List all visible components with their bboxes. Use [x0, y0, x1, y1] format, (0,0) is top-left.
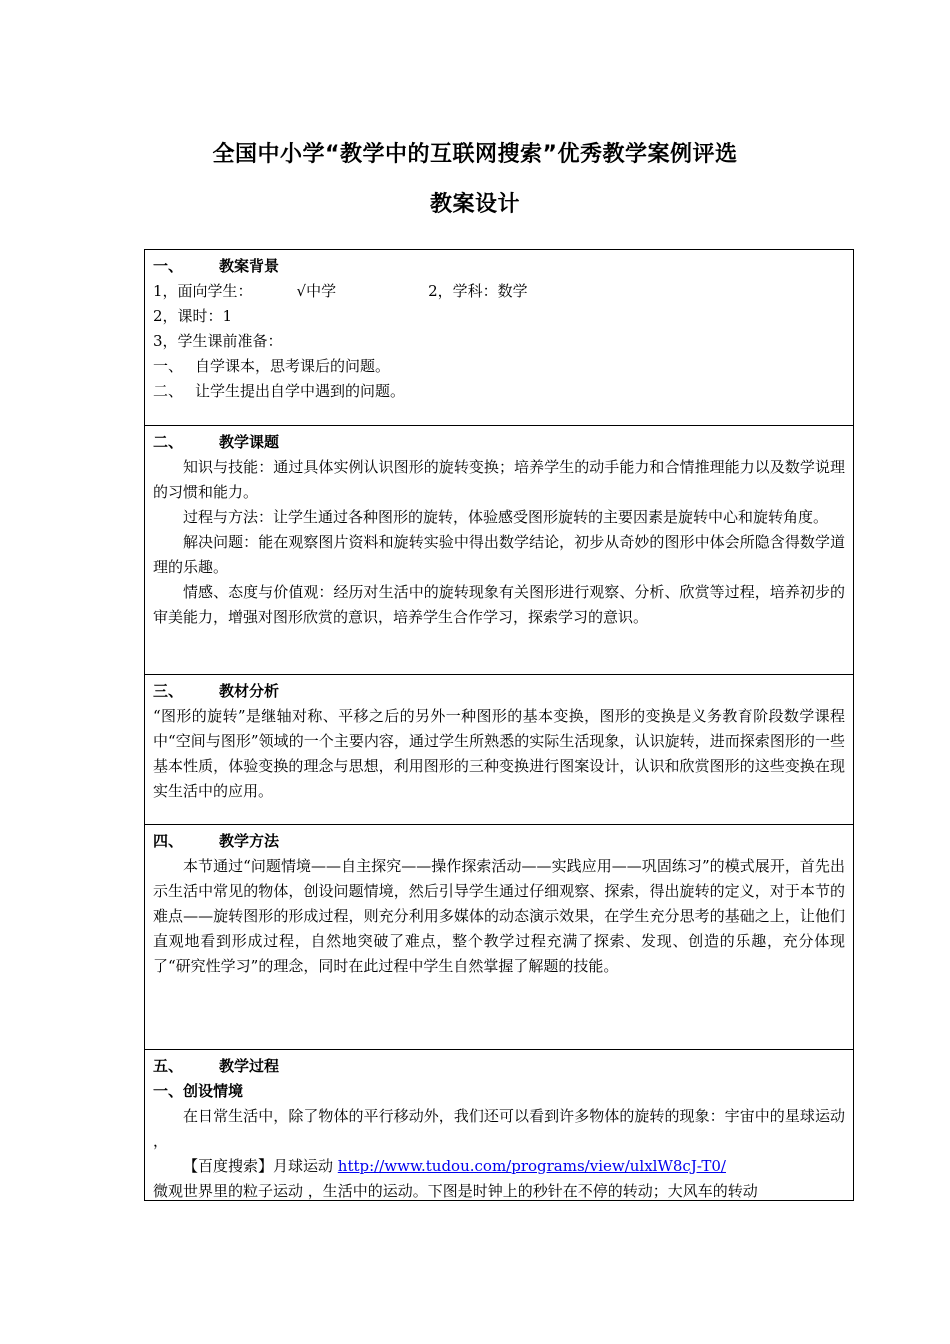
paragraph: 情感、态度与价值观：经历对生活中的旋转现象有关图形进行观察、分析、欣赏等过程，培养初步的审美能力，增强对图形欣赏的意识，培养学生合作学习，探索学习的意识。 — [153, 583, 845, 626]
paragraph: 在日常生活中，除了物体的平行移动外，我们还可以看到许多物体的旋转的现象：宇宙中的星球运动 ， — [153, 1107, 845, 1150]
section-heading — [153, 430, 845, 455]
document-subtitle: 教案设计 — [429, 192, 520, 217]
section-number: 一、 — [153, 257, 184, 275]
lesson-hours: 2，课时：1 — [153, 307, 233, 325]
paragraph: 本节通过“问题情境——自主探究——操作探索活动——实践应用——巩固练习”的模式展开，首先出示生活中常见的物体，创设问题情境，然后引导学生通过仔细观察、探索，得出旋转的定义，对于本节的难点——旋转图形的形成过程，则充分利用多媒体的动态演示效果，在学生充分思考的基础之上，让他们直观地看到形成过程，自然地突破了难点，整个教学过程充满了探索、发现、创造的乐趣，充分体现了“研究性学习”的理念，同时在此过程中学生自然掌握了解题的技能。 — [153, 857, 845, 975]
section-number: 二、 — [153, 433, 184, 451]
subsection-heading: 一、创设情境 — [153, 1082, 244, 1100]
search-label: 【百度搜索】月球运动 — [183, 1157, 338, 1175]
section-heading — [153, 254, 845, 279]
video-link[interactable]: http://www.tudou.com/programs/view/ulxlW8cJ-T0/ — [337, 1157, 726, 1175]
student-label: 1，面向学生： — [153, 282, 253, 300]
info-line — [153, 279, 845, 304]
section-title: 教学方法 — [219, 832, 280, 850]
section-teaching-method — [144, 824, 854, 1050]
paragraph: 微观世界里的粒子运动 ，生活中的运动。下图是时钟上的秒针在不停的转动；大风车的转动 — [153, 1182, 758, 1200]
prep-heading: 3，学生课前准备： — [153, 332, 283, 350]
section-heading — [153, 679, 845, 704]
section-topic — [144, 425, 854, 675]
list-item — [153, 379, 845, 404]
section-number: 四、 — [153, 832, 184, 850]
subject-info: 2，学科：数学 — [428, 282, 528, 300]
section-number: 五、 — [153, 1057, 184, 1075]
list-number: 一、 — [153, 357, 184, 375]
list-text: 自学课本，思考课后的问题。 — [195, 357, 391, 375]
list-number: 二、 — [153, 382, 184, 400]
search-line — [153, 1154, 845, 1179]
list-item — [153, 354, 845, 379]
paragraph: 知识与技能：通过具体实例认识图形的旋转变换；培养学生的动手能力和合情推理能力以及数学说理的习惯和能力。 — [153, 458, 845, 501]
section-material-analysis — [144, 674, 854, 825]
paragraph: 过程与方法：让学生通过各种图形的旋转，体验感受图形旋转的主要因素是旋转中心和旋转角度。 — [183, 508, 829, 526]
section-title: 教案背景 — [219, 257, 280, 275]
section-teaching-process — [144, 1049, 854, 1201]
document-title: 全国中小学“教学中的互联网搜索”优秀教学案例评选 — [212, 142, 738, 167]
section-heading — [153, 829, 845, 854]
section-number: 三、 — [153, 682, 184, 700]
section-heading — [153, 1054, 845, 1079]
student-value: √中学 — [296, 282, 337, 300]
section-background — [144, 249, 854, 426]
paragraph: 解决问题：能在观察图片资料和旋转实验中得出数学结论，初步从奇妙的图形中体会所隐含得数学道理的乐趣。 — [153, 533, 845, 576]
paragraph: “图形的旋转”是继轴对称、平移之后的另外一种图形的基本变换，图形的变换是义务教育阶段数学课程中“空间与图形”领域的一个主要内容，通过学生所熟悉的实际生活现象，认识旋转，进而探索图形的一些基本性质，体验变换的理念与思想，利用图形的三种变换进行图案设计，认识和欣赏图形的这些变换在现实生活中的应用。 — [153, 707, 845, 800]
section-title: 教材分析 — [219, 682, 280, 700]
section-title: 教学过程 — [219, 1057, 280, 1075]
section-title: 教学课题 — [219, 433, 280, 451]
list-text: 让学生提出自学中遇到的问题。 — [195, 382, 406, 400]
